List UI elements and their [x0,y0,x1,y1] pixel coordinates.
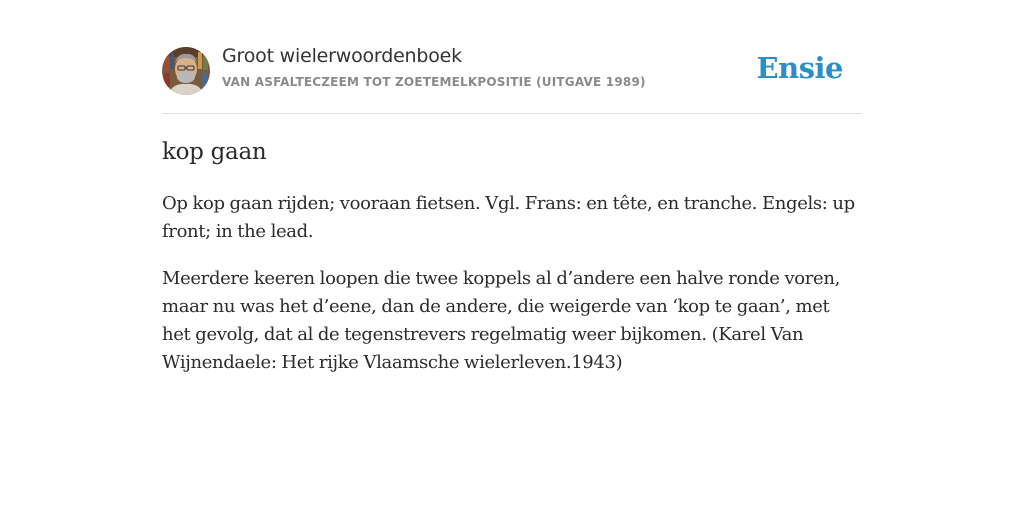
entry-card [162,0,862,373]
dictionary-header [162,0,862,114]
book-title[interactable]: Groot wielerwoordenboek [222,45,462,67]
book-subtitle: VAN ASFALTECZEEM TOT ZOETEMELKPOSITIE (UITGAVE 1989) [222,75,646,89]
ensie-logo[interactable]: Ensie [756,51,843,85]
author-avatar[interactable] [162,47,210,95]
entry-definition: Op kop gaan rijden; vooraan fietsen. Vgl. Frans: en tête, en tranche. Engels: up front; in the lead. [162,193,855,242]
entry-example-quote: Meerdere keeren loopen die twee koppels al d’andere een halve ronde voren, maar nu was het d’eene, dan de andere, die weigerde van ‘kop te gaan’, met het gevolg, dat al de tegenstrevers regelmatig weer bijkomen. (Karel Van Wijnendaele: Het rijke Vlaamsche wielerleven.1943) [162,268,840,373]
author-portrait-image [162,47,210,95]
entry-headword: kop gaan [162,139,267,165]
